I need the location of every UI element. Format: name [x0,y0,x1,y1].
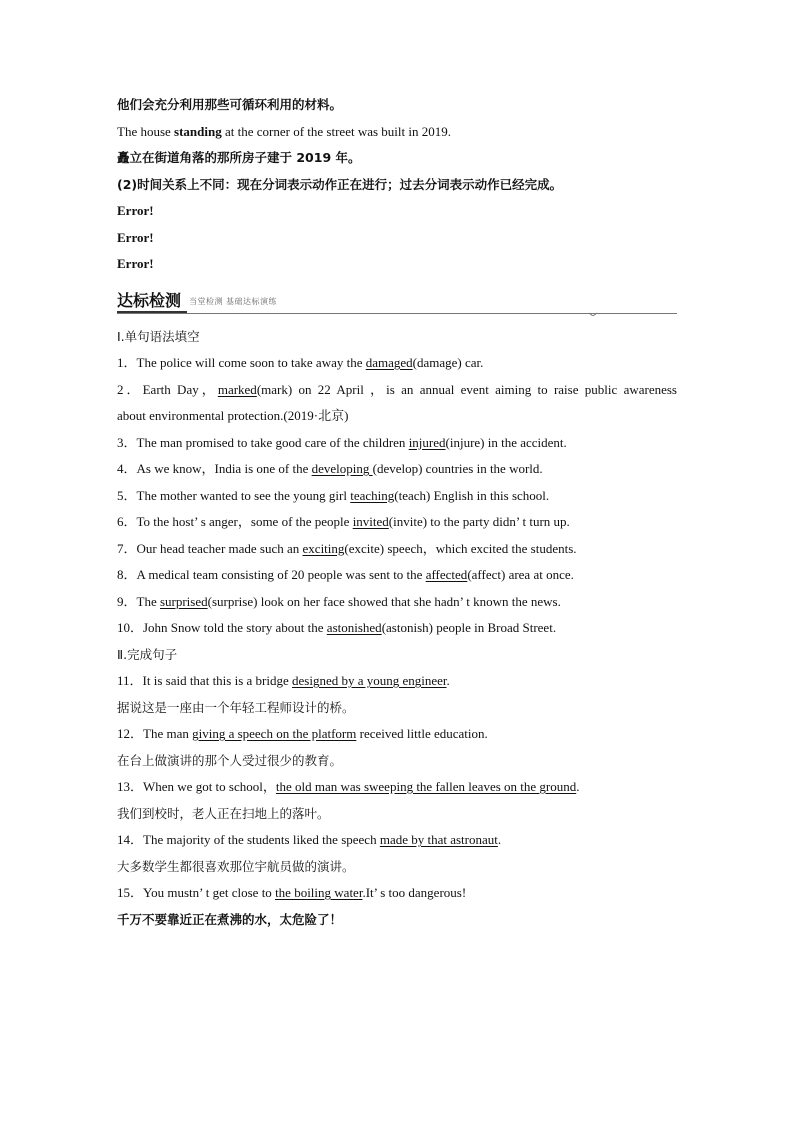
list-item [117,483,677,510]
item-text: 3．The man promised to take good care of the children [117,434,409,450]
list-item [117,774,677,801]
item-text: 5．The mother wanted to see the young girl [117,487,351,503]
item-text: 7．Our head teacher made such an [117,540,303,556]
item-text: 9．The [117,593,160,609]
item-answer: exciting [302,540,345,556]
section-title: 达标检测 [117,290,182,310]
item-text: 8．A medical team consisting of 20 people was sent to the [117,567,426,582]
item-text: 15．You mustn’ t get close to [117,885,276,900]
error-line: Error! [117,229,154,245]
item-text: (surprise) look on her face showed that she hadn’ t known the news. [207,593,561,609]
item-text: received little education. [356,726,488,741]
list-item [117,350,677,377]
intro-line-4: (2)时间关系上不同：现在分词表示动作正在进行；过去分词表示动作已经完成。 [117,176,563,192]
item-answer: designed by a young engineer [292,673,447,688]
error-line: Error! [117,203,154,218]
item-answer: the old man was sweeping the fallen leaves on the ground [275,779,577,794]
item-text: 10．John Snow told the story about the [117,620,327,635]
item-text: (invite) to the party didn’ t turn up. [388,514,570,529]
item-answer: invited [352,514,389,529]
item-translation: 在台上做演讲的那个人受过很少的教育。 [117,752,343,768]
list-item [117,536,677,563]
item-answer: the boiling water [275,885,363,900]
item-translation: 千万不要靠近正在煮沸的水，太危险了！ [117,911,343,927]
intro-line-2-pre: The house [117,123,175,139]
item-text: about environmental protection.(2019·北京) [117,408,349,423]
item-answer: affected [425,567,468,582]
item-text: 12．The man [117,726,193,741]
item-text: 11．It is said that this is a bridge [117,673,292,688]
item-answer: injured [408,434,446,450]
item-answer: marked [217,381,257,397]
list-item [117,562,677,589]
item-answer: astonished [326,620,382,635]
item-text: (damage) car. [412,355,484,370]
list-item [117,403,677,430]
item-text: (teach) English in this school. [394,487,550,503]
divider-notch-icon [589,308,597,316]
item-text: 6．To the host’ s anger，some of the people [117,514,353,529]
part2-heading: Ⅱ.完成句子 [117,646,178,662]
item-text: 14．The majority of the students liked the speech [117,832,380,847]
intro-line-3: 矗立在街道角落的那所房子建于 2019 年。 [117,150,361,165]
intro-line-1: 他们会充分利用那些可循环利用的材料。 [117,97,343,112]
section-subtitle: 当堂检测 基础达标演练 [189,296,278,306]
list-item [117,509,677,536]
item-translation: 我们到校时，老人正在扫地上的落叶。 [117,805,330,821]
item-text: . [497,832,502,847]
item-answer: giving a speech on the platform [192,726,357,741]
intro-line-2-bold: standing [174,123,222,139]
item-text: 2．Earth Day， [117,381,218,397]
part1-list [117,350,677,642]
intro-line-2-post: at the corner of the street was built in 2019. [221,123,451,139]
item-answer: developing [311,461,373,476]
document-page [117,92,677,933]
list-item [117,880,677,907]
part2-list [117,668,677,933]
item-text: .It’ s too dangerous! [362,885,467,900]
item-answer: damaged [365,355,413,370]
item-text: . [446,673,450,688]
item-translation: 大多数学生都很喜欢那位宇航员做的演讲。 [117,858,355,874]
list-item [117,430,677,457]
item-text: (excite) speech，which excited the students. [344,540,577,556]
item-text: 13．When we got to school， [117,779,276,794]
item-text: . [576,779,580,794]
list-item [117,615,677,642]
list-item [117,721,677,748]
item-answer: teaching [350,487,395,503]
list-item [117,668,677,695]
item-text: (injure) in the accident. [445,434,567,450]
item-text: (mark) on 22 April ，is an annual event aiming to raise public awareness [256,381,677,397]
item-text: (astonish) people in Broad Street. [381,620,557,635]
part1-heading: Ⅰ.单句语法填空 [117,328,200,344]
item-answer: surprised [159,593,208,609]
item-text: 4．As we know，India is one of the [117,461,312,476]
list-item [117,377,677,404]
item-text: (develop) countries in the world. [372,461,543,476]
item-text: 1．The police will come soon to take away the [117,355,366,370]
item-translation: 据说这是一座由一个年轻工程师设计的桥。 [117,699,355,715]
list-item [117,589,677,616]
list-item [117,827,677,854]
item-text: (affect) area at once. [467,567,574,582]
item-answer: made by that astronaut [379,832,498,847]
error-line: Error! [117,256,154,271]
list-item [117,456,677,483]
intro-line-2 [117,119,677,146]
section-header [117,286,677,320]
